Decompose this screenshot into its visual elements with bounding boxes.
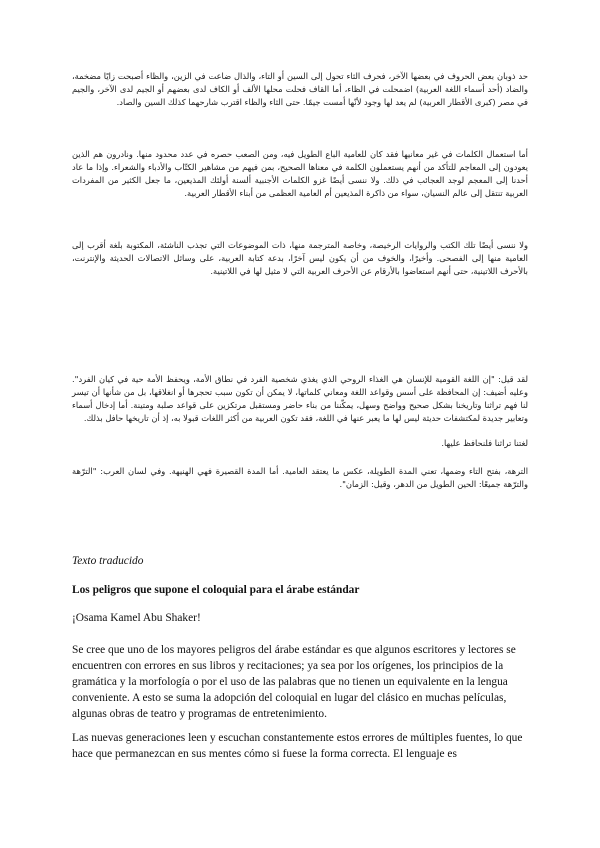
arabic-paragraph-4: لقد قيل: "إن اللغة القومية للإنسان هي الغذاء الروحي الذي يغذي شخصية الفرد في نطاق الأمة، ويحفظ الأمة حية في كيان الفرد". وعليه أضيف: إن المحافظة على أسس وقواعد اللغة ومعاني كلماتها، لا يمكن أن تكون سبب تحجرها أو انغلاقها، بل من شأنها أن تيسر لنا فهم تراثنا وتاريخنا بشكل صحيح وواضح وسهل، يمكّننا من بناء حاضر ومستقبل مرتكزين على قواعد صلبة ومتينة. أما إدخال أسماء وتعابير جديدة لمكتشفات حديثة ليس لها ما يعبر عنها في اللغة، فقد تكون العربية من أكثر اللغات قبولا به، إذ أن تاريخها حافل بذلك. [72, 374, 528, 423]
arabic-paragraph-2: أما استعمال الكلمات في غير معانيها فقد كان للعامية الباع الطويل فيه، ومن الصعب حصره في عدد محدود منها. ونادرون هم الذين يعودون إلى المعاجم للتأكد من أنهم يستعملون الكلمة في معناها الصحيح، بمن فيهم من مشاهير الكتّاب والأدباء والشعراء. وإذا ما عاد أحدنا إلى المعجم لوجد العجائب في ذلك. ولا ننسى أيضًا غزو الكلمات الأجنبية ألسنة أولئك المذيعين، ما جعل الكثير من المفردات العربية تنتقل إلى عالم النسيان، سواء من ذاكرة المذيعين أم العامية العظمى من أبناء الأقطار العربية. [72, 149, 528, 198]
document-title: Los peligros que supone el coloquial para el árabe estándar [72, 584, 360, 596]
spanish-paragraph-2: Las nuevas generaciones leen y escuchan constantemente estos errores de múltiples fuentes, lo que hace que permanezcan en sus mentes cómo si fuese la forma correcta. El lenguaje es [72, 732, 523, 760]
arabic-paragraph-5: لغتنا تراثنا فلنحافظ عليها. [441, 438, 528, 448]
arabic-paragraph-6: الترهة، بفتح التاء وضمها، تعني المدة الطويلة، عكس ما يعتقد العامية. أما المدة القصيرة فهي الهنيهة. وفي لسان العرب: "الترّهة والترّهة جميعًا: الحين الطويل من الدهر، وقيل: الزمان". [72, 466, 528, 489]
spanish-paragraph-1: Se cree que uno de los mayores peligros del árabe estándar es que algunos escritores y lectores se encuentren con errores en sus libros y recitaciones; ya sea por los orígenes, los principios de la gramática y la morfología o por el uso de las palabras que no tienen un equivalente en la lengua conveniente. A esto se suma la adopción del coloquial en lugar del clásico en muchas películas, algunas obras de teatro y programas de entretenimiento. [72, 644, 516, 720]
arabic-paragraph-1: حد ذوبان بعض الحروف في بعضها الآخر، فحرف الثاء تحول إلى السين أو التاء، والذال ضاعت في الزين، والظاء أصبحت زايًا مضخمة، والضاد (أحد أسماء اللغة العربية) اضمحلت في الظاء، أما القاف فحلت محلها الألف أو الكاف لدى بعضهم أو الجيم لدى الآخر، والجيم في مصر (كبرى الأقطار العربية) لم يعد لها وجود لأنّها أمست جيمًا. حتى الثاء والظاء اقترب شارحهما كذلك السين والصاد. [72, 71, 528, 107]
section-label: Texto traducido [72, 555, 144, 567]
arabic-paragraph-3: ولا ننسى أيضًا تلك الكتب والروايات الرخيصة، وخاصة المترجمة منها، ذات الموضوعات التي تجذب الناشئة، المكتوبة بلغة أقرب إلى العامية منها إلى الفصحى. وأخيرًا، والخوف من أن يكون ليس آخرًا، بدعة كتابة العربية، على وسائل الاتصالات الحديثة والإنترنت، بالأحرف اللاتينية، حتى أنهم استعاضوا بالأرقام عن الأحرف العربية التي لا مثيل لها في اللاتينية. [72, 240, 528, 276]
author-line: ¡Osama Kamel Abu Shaker! [72, 612, 201, 624]
